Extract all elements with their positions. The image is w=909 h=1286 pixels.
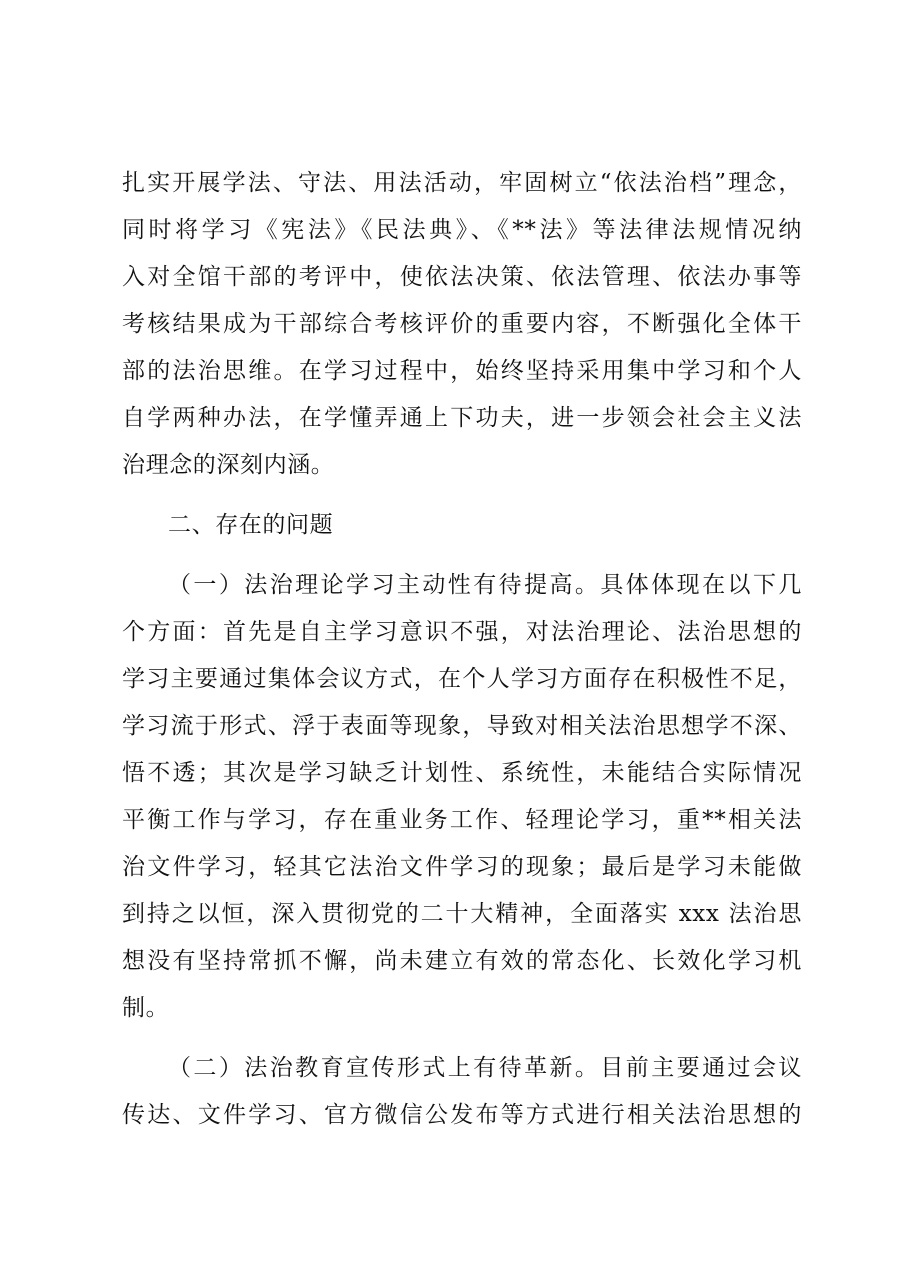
text-line: 治理念的深刻内涵。 xyxy=(122,452,335,478)
text-line: 部的法治思维。在学习过程中，始终坚持采用集中学习和个人 xyxy=(122,358,802,384)
text-line: 考核结果成为干部综合考核评价的重要内容，不断强化全体干 xyxy=(122,311,802,337)
text-line: （二）法治教育宣传形式上有待革新。目前主要通过会议 xyxy=(168,1055,802,1081)
document-body xyxy=(122,160,802,1139)
text-line: 同时将学习《宪法》《民法典》、《**法》等法律法规情况纳 xyxy=(122,217,802,243)
text-line: （一）法治理论学习主动性有待提高。具体体现在以下几 xyxy=(168,572,802,598)
text-line: 个方面：首先是自主学习意识不强，对法治理论、法治思想的 xyxy=(122,619,802,645)
text-line: 自学两种办法，在学懂弄通上下功夫，进一步领会社会主义法 xyxy=(122,405,802,431)
text-line: 传达、文件学习、官方微信公发布等方式进行相关法治思想的 xyxy=(122,1102,802,1128)
text-line: 到持之以恒，深入贯彻党的二十大精神，全面落实 xxx 法治思 xyxy=(122,901,802,927)
paragraph-spacer xyxy=(122,489,802,502)
text-line: 学习主要通过集体会议方式，在个人学习方面存在积极性不足， xyxy=(122,666,802,692)
paragraph-spacer xyxy=(122,549,802,562)
paragraph-learning-activities xyxy=(122,160,802,489)
section-heading-problems: 二、存在的问题 xyxy=(168,512,334,538)
text-line: 学习流于形式、浮于表面等现象，导致对相关法治思想学不深、 xyxy=(122,713,802,739)
text-line: 想没有坚持常抓不懈，尚未建立有效的常态化、长效化学习机 xyxy=(122,948,802,974)
text-line: 悟不透；其次是学习缺乏计划性、系统性，未能结合实际情况 xyxy=(122,760,802,786)
text-line: 平衡工作与学习，存在重业务工作、轻理论学习，重**相关法 xyxy=(122,807,802,833)
text-line: 入对全馆干部的考评中，使依法决策、依法管理、依法办事等 xyxy=(122,264,802,290)
text-line: 扎实开展学法、守法、用法活动，牢固树立“依法治档”理念， xyxy=(122,170,802,196)
paragraph-spacer xyxy=(122,1032,802,1045)
paragraph-publicity-form xyxy=(122,1045,802,1139)
paragraph-theory-study xyxy=(122,562,802,1032)
text-line: 治文件学习，轻其它法治文件学习的现象；最后是学习未能做 xyxy=(122,854,802,880)
text-line: 制。 xyxy=(122,995,170,1021)
